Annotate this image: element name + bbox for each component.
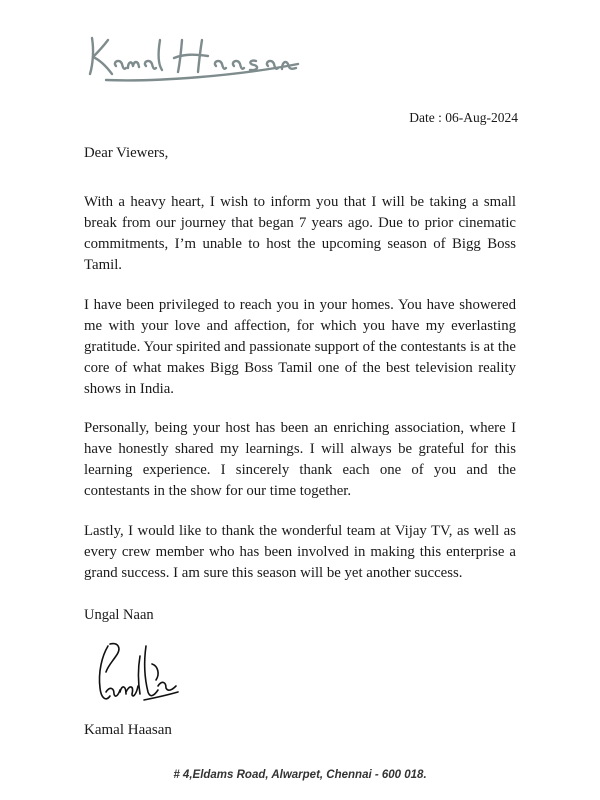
paragraph-2: I have been privileged to reach you in your homes. You have showered me with your love and affection, for which you have my everlasting gratitude. Your spirited and passionate support of the contestants is at the core of what makes Bigg Boss Tamil one of the best television reality shows in India. <box>84 297 516 397</box>
signer-name: Kamal Haasan <box>84 722 172 738</box>
paragraph-1: With a heavy heart, I wish to inform you that I will be taking a small break from our journey that began 7 years ago. Due to prior cinematic commitments, I’m unable to host the upcoming season of Bigg Boss Tamil. <box>84 194 516 273</box>
closing-line: Ungal Naan <box>84 607 154 623</box>
footer-address: # 4,Eldams Road, Alwarpet, Chennai - 600 018. <box>173 769 427 781</box>
salutation: Dear Viewers, <box>84 145 169 161</box>
paragraph-4: Lastly, I would like to thank the wonderful team at Vijay TV, as well as every crew member who has been involved in making this enterprise a grand success. I am sure this season will be yet another success. <box>84 523 516 581</box>
paragraph-3: Personally, being your host has been an enriching association, where I have honestly shared my learnings. I will always be grateful for this learning experience. I sincerely thank each one of you and the contestants in the show for our time together. <box>84 420 516 499</box>
letter-date: Date : 06-Aug-2024 <box>409 110 518 125</box>
signature-icon <box>88 636 184 714</box>
letterhead-logo <box>86 30 308 86</box>
